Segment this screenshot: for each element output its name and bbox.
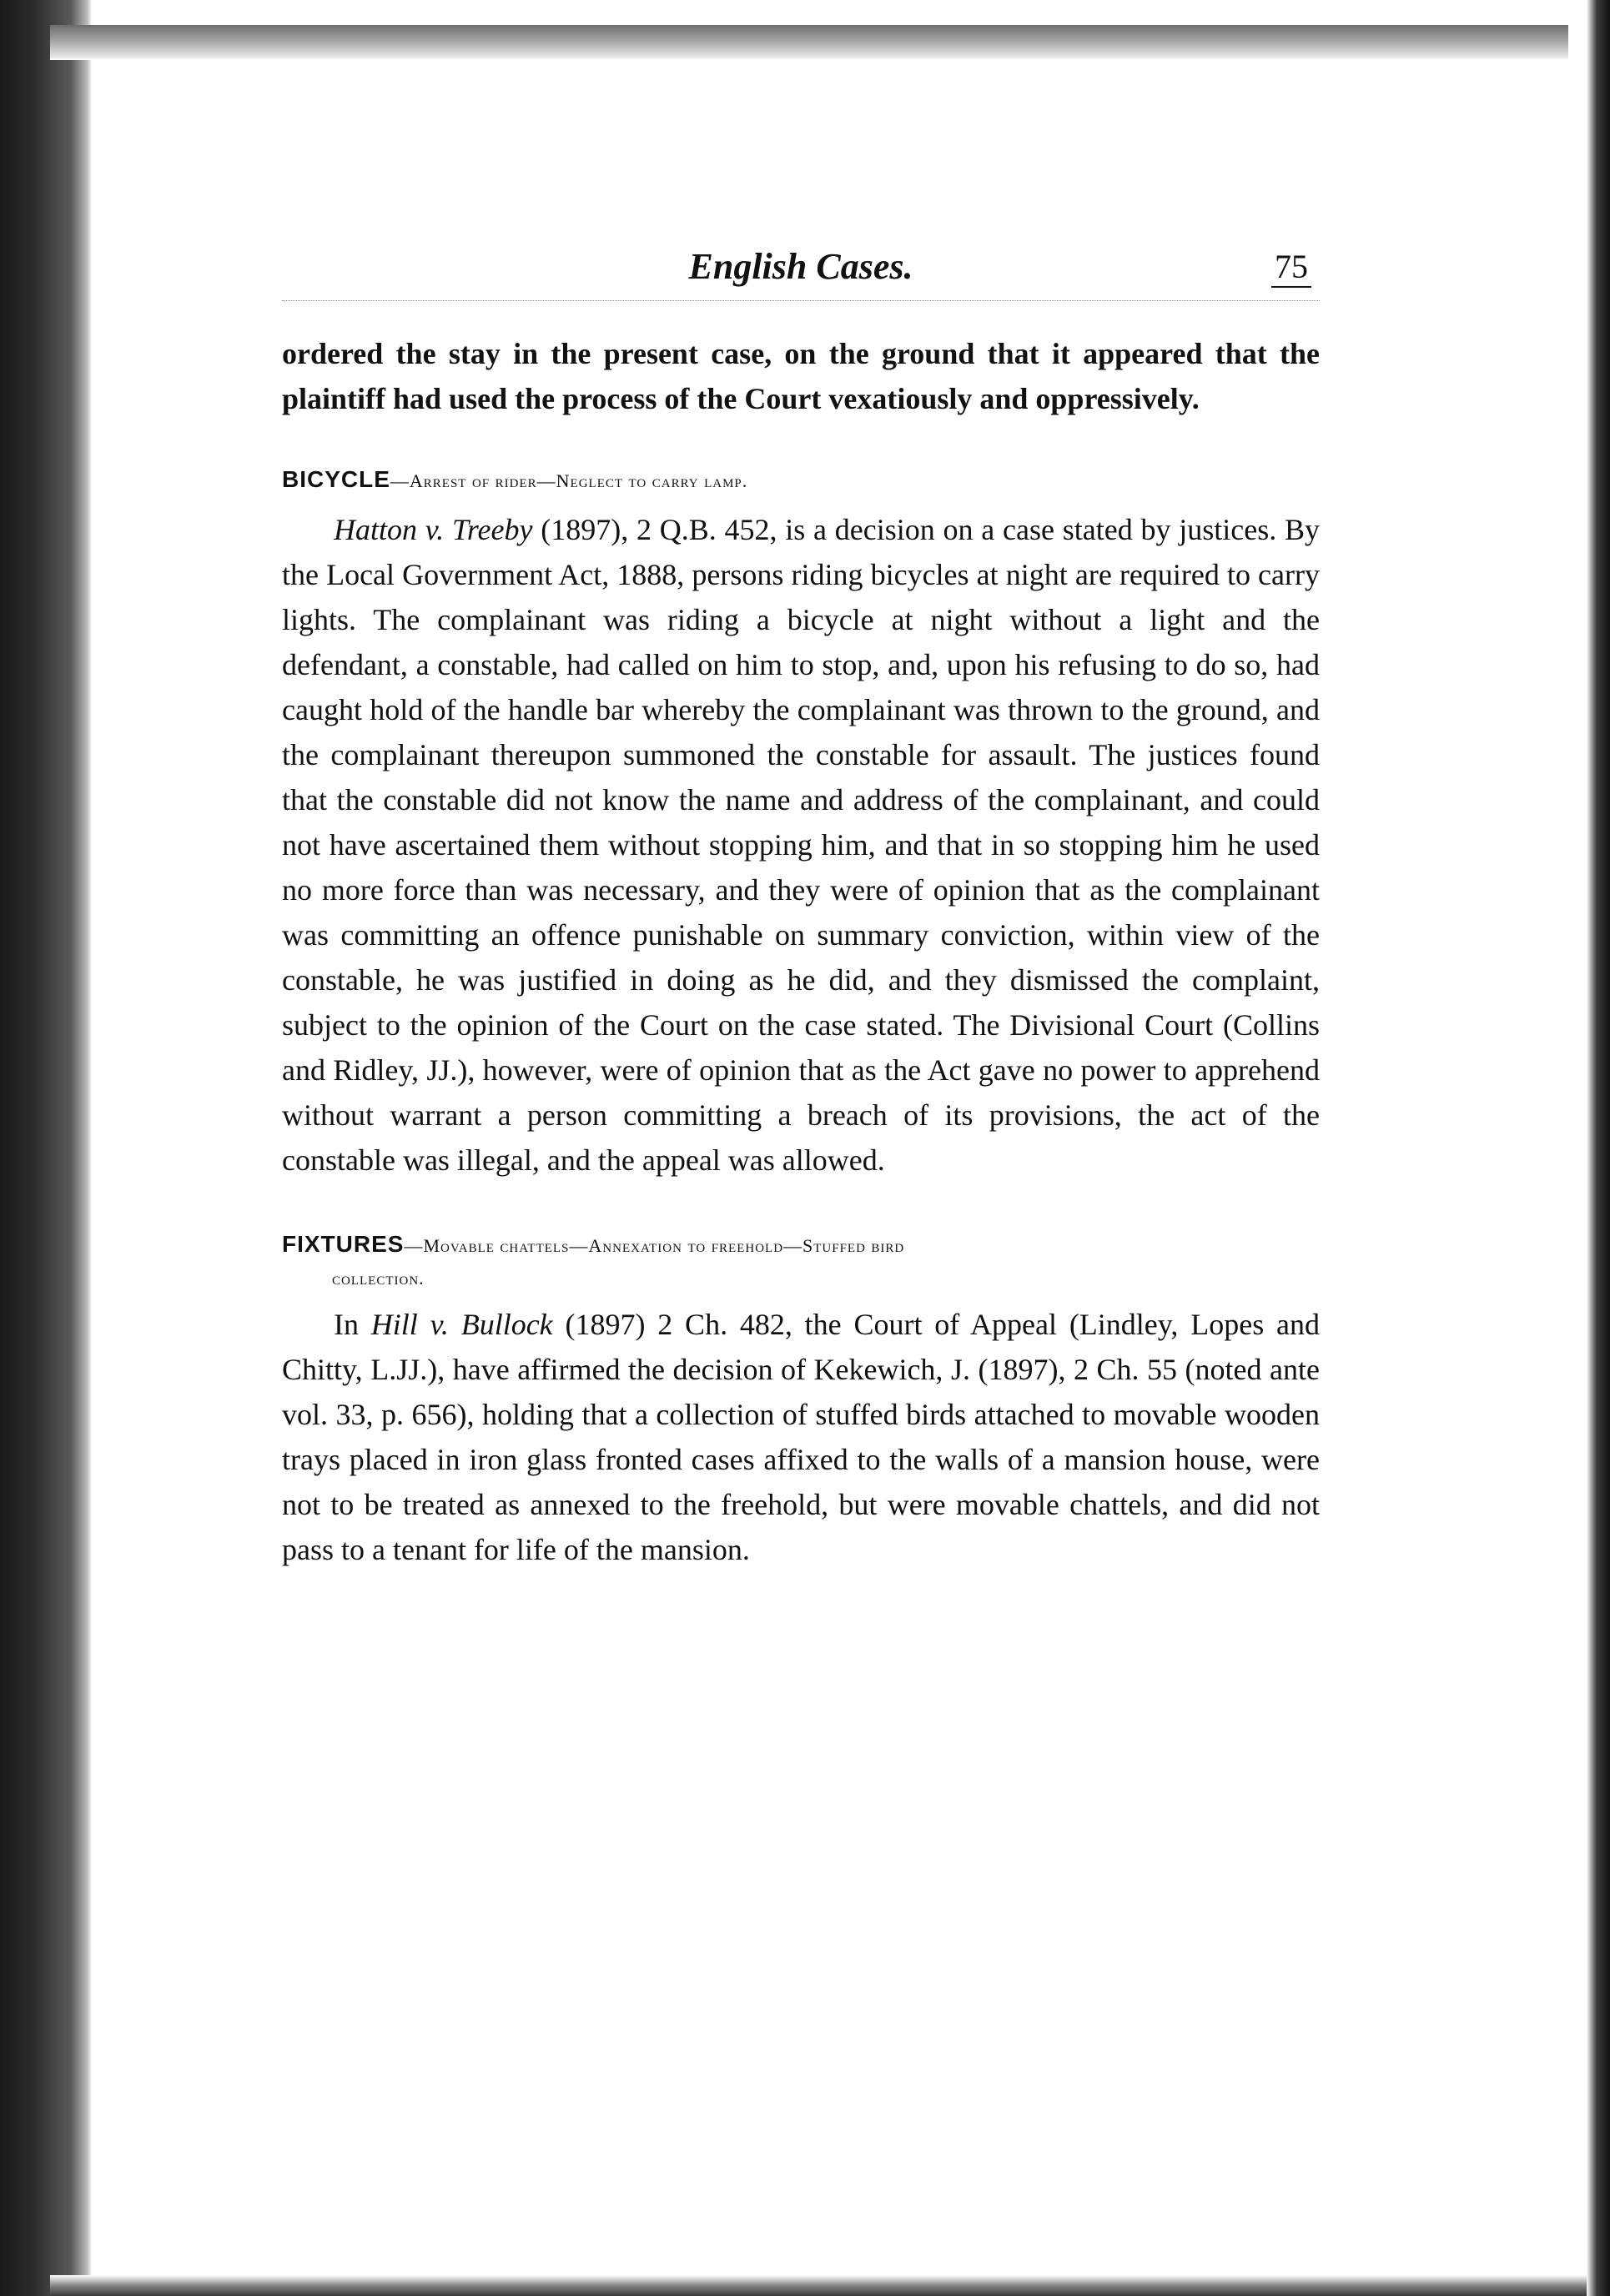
heading-subtitle: —Arrest of rider—Neglect to carry lamp.	[390, 470, 748, 491]
case-intro: In	[334, 1308, 371, 1341]
running-title: English Cases.	[688, 246, 913, 287]
section-body-fixtures	[282, 1302, 1320, 1572]
running-header	[282, 225, 1320, 301]
case-text: (1897), 2 Q.B. 452, is a decision on a case stated by justices. By the Local Government Act, 1888, persons riding bicycles at night are required to carry lights. The complainant was riding a bicycle at night without a light and the defendant, a constable, had called on him to stop, and, upon his refusing to do so, had caught hold of the handle bar whereby the complainant was thrown to the ground, and the complainant thereupon summoned the constable for assault. The justices found that the constable did not know the name and address of the complainant, and could not have ascertained them without stopping him, and that in so stopping him he used no more force than was necessary, and they were of opinion that as the complainant was committing an offence punishable on summary conviction, within view of the constable, he was justified in doing as he did, and they dismissed the complaint, subject to the opinion of the Court on the case stated. The Divisional Court (Collins and Ridley, JJ.), however, were of opinion that as the Act gave no power to apprehend without warrant a person committing a breach of its provisions, the act of the constable was illegal, and the appeal was allowed.	[282, 513, 1320, 1177]
heading-keyword: FIXTURES	[282, 1231, 405, 1257]
book-page	[282, 225, 1320, 1572]
scan-top-edge	[50, 25, 1568, 60]
section-body-bicycle	[282, 507, 1320, 1183]
heading-continuation: collection.	[332, 1268, 425, 1289]
continuation-paragraph: ordered the stay in the present case, on the ground that it appeared that the plaintiff had used the process of the Court vexatiously and oppressively.	[282, 337, 1320, 415]
heading-subtitle: —Movable chattels—Annexation to freehold—Stuffed bird	[404, 1235, 905, 1256]
page-number: 75	[1271, 247, 1311, 288]
scan-right-edge	[1587, 0, 1610, 2296]
case-name: Hatton v. Treeby	[334, 513, 533, 546]
case-text: (1897) 2 Ch. 482, the Court of Appeal (Lindley, Lopes and Chitty, L.JJ.), have affirmed the decision of Kekewich, J. (1897), 2 Ch. 55 (noted ante vol. 33, p. 656), holding that a collection of stuffed birds attached to movable wooden trays placed in iron glass fronted cases affixed to the walls of a mansion house, were not to be treated as annexed to the freehold, but were movable chattels, and did not pass to a tenant for life of the mansion.	[282, 1308, 1320, 1566]
case-name: Hill v. Bullock	[370, 1308, 553, 1341]
heading-keyword: BICYCLE	[282, 466, 390, 492]
section-heading-bicycle	[282, 465, 1320, 499]
scan-bottom-edge	[50, 2275, 1587, 2296]
section-heading-fixtures	[282, 1229, 1320, 1294]
scan-binding-edge	[0, 0, 92, 2296]
